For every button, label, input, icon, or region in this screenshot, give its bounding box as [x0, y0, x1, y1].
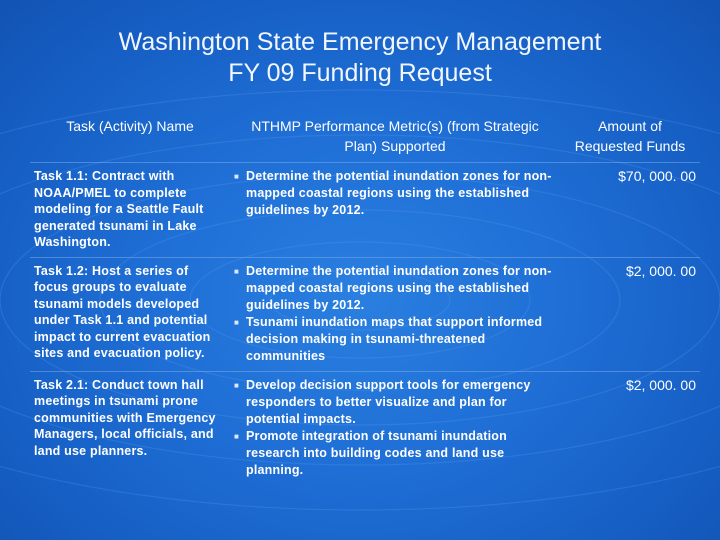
amount-cell: $70, 000. 00 — [560, 163, 700, 258]
header-task: Task (Activity) Name — [30, 115, 230, 163]
bullet-icon: ■ — [234, 266, 240, 276]
metric-text: Tsunami inundation maps that support informed decision making in tsunami-threatened communities — [246, 314, 543, 363]
task-cell: Task 2.1: Conduct town hall meetings in tsunami prone communities with Emergency Managers, local officials, and land use planners. — [34, 377, 216, 458]
metric-cell — [230, 371, 560, 485]
bullet-icon: ■ — [234, 172, 240, 181]
metric-bullet — [234, 428, 556, 479]
metric-text: Develop decision support tools for emergency responders to better visualize and plan for potential impacts. — [246, 377, 531, 426]
title-line-2: FY 09 Funding Request — [228, 59, 492, 87]
metric-text: Determine the potential inundation zones for non-mapped coastal regions using the established guidelines by 2012. — [246, 263, 552, 312]
amount-cell: $2, 000. 00 — [625, 376, 696, 393]
table-row — [30, 371, 700, 485]
funding-table — [30, 115, 700, 485]
task-cell: Task 1.1: Contract with NOAA/PMEL to complete modeling for a Seattle Fault generated tsunami in Lake Washington. — [30, 163, 230, 258]
metric-bullet — [234, 377, 556, 428]
metric-text: Determine the potential inundation zones for non-mapped coastal regions using the established guidelines by 2012. — [246, 169, 552, 217]
metric-bullet — [234, 314, 556, 365]
task-cell: Task 1.2: Host a series of focus groups to evaluate tsunami models developed under Task 1.1 and potential impact to current evacuation sites and evacuation policy. — [30, 257, 230, 371]
bullet-icon: ■ — [234, 380, 240, 390]
table-row — [30, 257, 700, 371]
header-metric: NTHMP Performance Metric(s) (from Strategic Plan) Supported — [230, 115, 560, 163]
metric-text: Promote integration of tsunami inundation research into building codes and land use planning. — [246, 428, 507, 477]
amount-cell: $2, 000. 00 — [560, 257, 700, 371]
table-row — [30, 163, 700, 258]
metric-bullet — [234, 168, 556, 219]
bullet-icon: ■ — [234, 317, 240, 327]
metric-cell — [230, 257, 560, 371]
table-header-row — [30, 115, 700, 163]
metric-cell — [230, 163, 560, 258]
page-title — [0, 27, 720, 89]
header-amount: Amount of Requested Funds — [560, 115, 700, 163]
bullet-icon: ■ — [234, 431, 240, 441]
metric-bullet — [234, 263, 556, 314]
title-line-1: Washington State Emergency Management — [118, 28, 602, 56]
